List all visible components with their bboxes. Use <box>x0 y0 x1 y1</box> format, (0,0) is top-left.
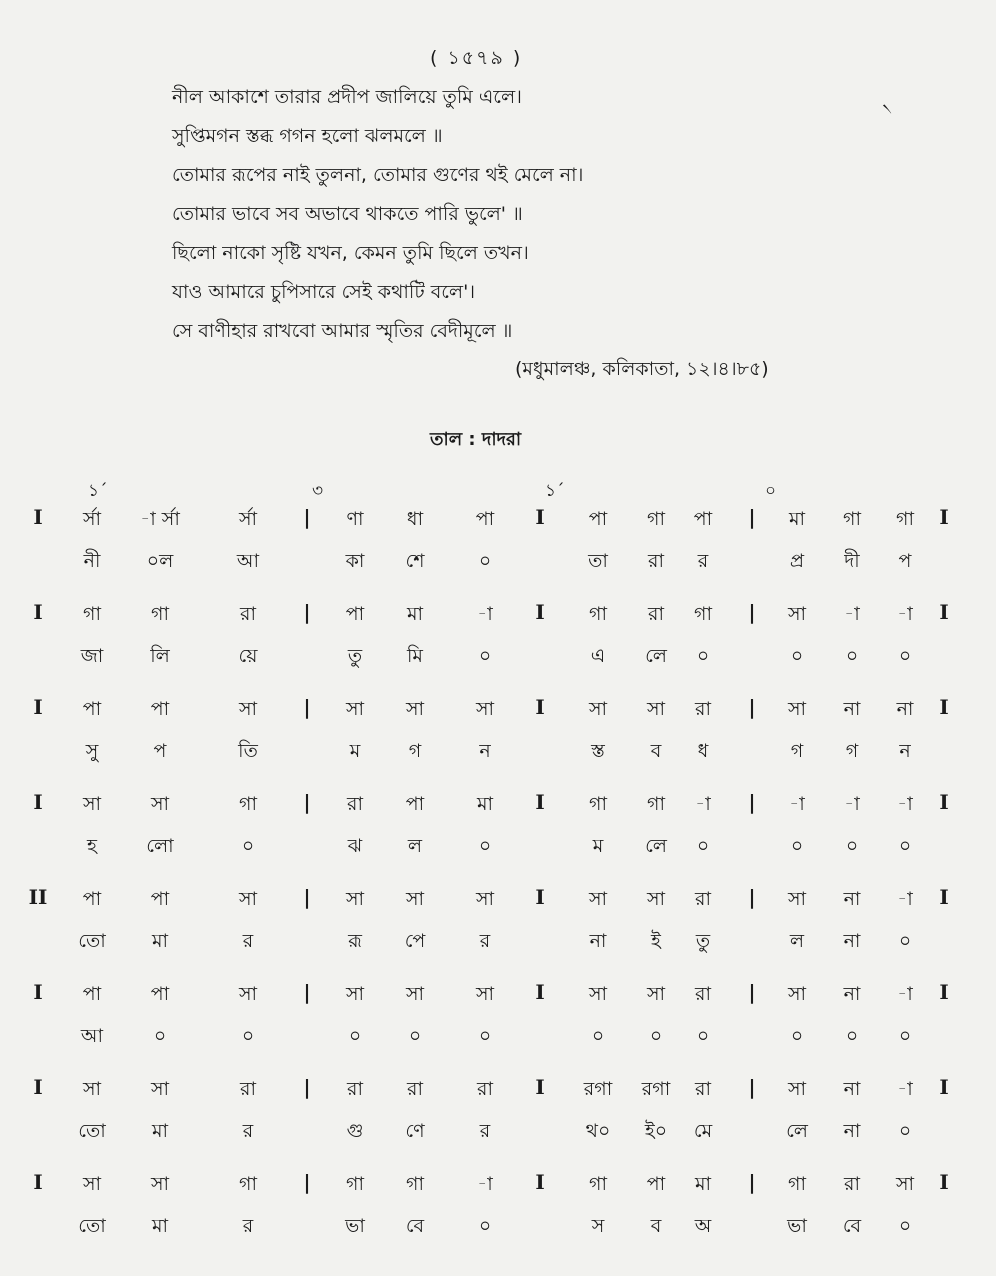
lyric-syllable: তু <box>695 930 711 952</box>
swara-note: সা <box>787 983 807 1005</box>
lyric-syllable: ০ <box>845 645 859 667</box>
swara-row <box>0 790 996 818</box>
lyric-syllable: স্ত <box>591 740 605 762</box>
swara-note: -া <box>695 793 711 815</box>
lyric-syllable: র <box>479 1120 491 1142</box>
lyric-syllable: ০ <box>241 1025 255 1047</box>
swara-note: গা <box>694 603 712 625</box>
lyric-syllable: ণে <box>405 1120 425 1142</box>
swara-row <box>0 600 996 628</box>
lyric-syllable: মা <box>151 1215 169 1237</box>
lyric-syllable-row <box>0 547 996 575</box>
lyric-line: সুপ্তিমগন স্তব্ধ গগন হলো ঝলমলে ॥ <box>172 125 443 147</box>
lyric-syllable: গু <box>346 1120 364 1142</box>
swara-note: ধা <box>406 508 424 530</box>
bar-line: I <box>535 505 545 529</box>
swara-note: মা <box>694 1173 712 1195</box>
lyric-syllable: ল <box>407 835 423 857</box>
swara-note: সা <box>82 1078 102 1100</box>
swara-note: পা <box>82 698 102 720</box>
lyric-syllable-row <box>0 737 996 765</box>
beat-mark: ০ <box>765 481 777 501</box>
swara-note: -া <box>897 888 913 910</box>
swara-note: পা <box>646 1173 666 1195</box>
lyric-syllable: হ <box>87 835 97 857</box>
swara-note: পা <box>405 793 425 815</box>
swara-note: সা <box>895 1173 915 1195</box>
bar-line: I <box>939 505 949 529</box>
bar-line: I <box>33 505 43 529</box>
swara-note: না <box>843 983 861 1005</box>
bar-line: | <box>748 505 756 529</box>
bar-line: I <box>33 600 43 624</box>
lyric-syllable: ০ <box>790 1025 804 1047</box>
notation-table <box>0 505 996 1265</box>
swara-note: গা <box>589 1173 607 1195</box>
lyric-syllable: ঝ <box>347 835 363 857</box>
swara-note: রা <box>347 1078 363 1100</box>
lyric-syllable: র <box>479 930 491 952</box>
swara-note: সা <box>588 698 608 720</box>
notation-block <box>0 885 996 980</box>
lyric-syllable-row <box>0 1212 996 1240</box>
bar-line: | <box>303 790 311 814</box>
lyric-line: তোমার রূপের নাই তুলনা, তোমার গুণের থই মেলে না। <box>172 164 584 186</box>
lyric-syllable-row <box>0 927 996 955</box>
beat-mark: ৩ <box>312 481 324 501</box>
swara-note: সা <box>345 983 365 1005</box>
swara-row <box>0 505 996 533</box>
lyric-syllable: পে <box>404 930 426 952</box>
lyric-syllable: তো <box>78 1215 106 1237</box>
lyric-syllable: মে <box>693 1120 713 1142</box>
swara-note: রা <box>695 888 711 910</box>
bar-line: I <box>33 695 43 719</box>
lyric-syllable: এ <box>590 645 606 667</box>
lyric-syllable: ০ <box>898 1120 912 1142</box>
bar-line: I <box>33 1170 43 1194</box>
bar-line: I <box>939 600 949 624</box>
notation-block <box>0 695 996 790</box>
beat-mark: ১´ <box>545 481 565 501</box>
swara-note: পা <box>475 508 495 530</box>
lyric-syllable: ০ <box>898 645 912 667</box>
lyric-syllable: ০ <box>408 1025 422 1047</box>
lyric-syllable: জা <box>80 645 104 667</box>
lyric-syllable: ০ <box>478 645 492 667</box>
beat-mark: ১´ <box>88 481 108 501</box>
swara-note: -া <box>897 983 913 1005</box>
swara-note: সা <box>588 888 608 910</box>
swara-note: রা <box>240 603 256 625</box>
swara-note: গা <box>83 603 101 625</box>
lyric-syllable: রূ <box>348 930 362 952</box>
swara-note: সা <box>475 698 495 720</box>
bar-line: | <box>748 1170 756 1194</box>
lyric-syllable: তো <box>78 1120 106 1142</box>
swara-row <box>0 1170 996 1198</box>
swara-note: সা <box>787 603 807 625</box>
lyric-syllable: ০ <box>898 835 912 857</box>
notation-block <box>0 600 996 695</box>
swara-note: সা <box>345 888 365 910</box>
swara-row <box>0 885 996 913</box>
lyric-syllable: মি <box>407 645 423 667</box>
tala-heading: তাল : দাদরা <box>430 429 522 450</box>
lyric-syllable: ০ <box>241 835 255 857</box>
lyric-syllable: বে <box>405 1215 425 1237</box>
lyric-syllable: গ <box>790 740 804 762</box>
swara-note: মা <box>476 793 494 815</box>
bar-line: I <box>939 790 949 814</box>
stray-mark: ৲ <box>882 93 892 112</box>
swara-note: রা <box>240 1078 256 1100</box>
bar-line: | <box>303 695 311 719</box>
swara-note: -া <box>477 1173 493 1195</box>
lyric-syllable-row <box>0 642 996 670</box>
swara-note: গা <box>788 1173 806 1195</box>
swara-note: র্সা <box>82 508 102 530</box>
lyric-syllable: লো <box>146 835 174 857</box>
swara-note: গা <box>151 603 169 625</box>
swara-note: সা <box>475 888 495 910</box>
swara-note: পা <box>150 698 170 720</box>
lyric-syllable: রা <box>648 550 664 572</box>
lyric-syllable: তো <box>78 930 106 952</box>
page-number: ( ১৫৭৯ ) <box>430 47 523 69</box>
swara-note: সা <box>345 698 365 720</box>
swara-row <box>0 1075 996 1103</box>
swara-note: রা <box>695 1078 711 1100</box>
lyric-syllable: মা <box>151 930 169 952</box>
lyric-syllable: ০ <box>591 1025 605 1047</box>
lyric-syllable: ০ল <box>146 550 174 572</box>
swara-note: সা <box>405 888 425 910</box>
swara-note: -া <box>844 793 860 815</box>
swara-note: সা <box>238 983 258 1005</box>
swara-note: পা <box>588 508 608 530</box>
swara-note: সা <box>646 888 666 910</box>
notation-block <box>0 790 996 885</box>
lyric-syllable: ০ <box>845 835 859 857</box>
bar-line: I <box>535 980 545 1004</box>
swara-note: -া <box>897 793 913 815</box>
lyric-syllable: লি <box>150 645 170 667</box>
bar-line: I <box>939 1170 949 1194</box>
swara-note: গা <box>406 1173 424 1195</box>
lyric-syllable: আ <box>80 1025 104 1047</box>
lyric-syllable: লে <box>645 835 667 857</box>
swara-note: গা <box>647 508 665 530</box>
swara-note: সা <box>150 1173 170 1195</box>
swara-note: রগা <box>583 1078 613 1100</box>
lyric-syllable: আ <box>236 550 260 572</box>
swara-note: -া র্সা <box>140 508 180 530</box>
lyric-syllable: মা <box>151 1120 169 1142</box>
swara-note: রা <box>695 698 711 720</box>
swara-note: গা <box>589 793 607 815</box>
lyric-syllable: ০ <box>348 1025 362 1047</box>
swara-note: সা <box>475 983 495 1005</box>
bar-line: I <box>535 790 545 814</box>
lyric-syllable: ০ <box>696 645 710 667</box>
swara-note: সা <box>238 888 258 910</box>
lyric-syllable: ০ <box>790 645 804 667</box>
lyric-syllable: না <box>589 930 607 952</box>
bar-line: I <box>535 1075 545 1099</box>
lyric-syllable: অ <box>694 1215 712 1237</box>
lyric-syllable: ০ <box>845 1025 859 1047</box>
lyric-syllable: থ০ <box>585 1120 611 1142</box>
swara-note: না <box>843 1078 861 1100</box>
swara-note: পা <box>82 888 102 910</box>
swara-note: না <box>843 888 861 910</box>
lyric-syllable: না <box>843 1120 861 1142</box>
swara-note: রা <box>648 603 664 625</box>
swara-note: -া <box>897 1078 913 1100</box>
lyric-syllable: য়ে <box>238 645 258 667</box>
lyric-syllable: গ <box>845 740 859 762</box>
swara-note: না <box>843 698 861 720</box>
lyric-line: যাও আমারে চুপিসারে সেই কথাটি বলে'। <box>172 281 476 303</box>
bar-line: | <box>748 790 756 814</box>
swara-note: সা <box>646 698 666 720</box>
lyric-syllable-row <box>0 1117 996 1145</box>
lyric-line: ছিলো নাকো সৃষ্টি যখন, কেমন তুমি ছিলে তখন। <box>172 242 529 264</box>
bar-line: I <box>535 1170 545 1194</box>
swara-note: সা <box>646 983 666 1005</box>
lyric-syllable: না <box>843 930 861 952</box>
swara-note: পা <box>150 983 170 1005</box>
bar-line: | <box>303 505 311 529</box>
lyric-syllable: ল <box>789 930 805 952</box>
swara-note: সা <box>150 1078 170 1100</box>
swara-note: রা <box>347 793 363 815</box>
lyric-syllable: ০ <box>153 1025 167 1047</box>
swara-note: -া <box>477 603 493 625</box>
bar-line: | <box>303 1170 311 1194</box>
swara-note: সা <box>405 983 425 1005</box>
bar-line: I <box>535 695 545 719</box>
swara-note: -া <box>789 793 805 815</box>
lyric-syllable: ০ <box>790 835 804 857</box>
lyric-syllable: ০ <box>478 1215 492 1237</box>
lyric-syllable: র <box>697 550 709 572</box>
lyric-syllable: র <box>242 1120 254 1142</box>
bar-line: | <box>303 600 311 624</box>
lyric-syllable: ন <box>479 740 491 762</box>
swara-note: -া <box>844 603 860 625</box>
bar-line: I <box>939 695 949 719</box>
swara-note: গা <box>843 508 861 530</box>
lyric-syllable: লে <box>645 645 667 667</box>
swara-note: সা <box>82 793 102 815</box>
swara-note: সা <box>150 793 170 815</box>
lyric-syllable: ম <box>349 740 361 762</box>
lyric-syllable: ০ <box>478 835 492 857</box>
source-citation: (মধুমালঞ্চ, কলিকাতা, ১২।৪।৮৫) <box>515 358 769 380</box>
bar-line: | <box>748 1075 756 1099</box>
bar-line: I <box>939 1075 949 1099</box>
lyric-syllable: বে <box>842 1215 862 1237</box>
swara-note: সা <box>787 888 807 910</box>
lyric-syllable: ০ <box>898 930 912 952</box>
lyric-syllable-row <box>0 1022 996 1050</box>
swara-note: গা <box>239 1173 257 1195</box>
swara-note: রা <box>695 983 711 1005</box>
lyric-syllable: ধ <box>697 740 709 762</box>
notation-block <box>0 980 996 1075</box>
swara-note: না <box>896 698 914 720</box>
bar-line: II <box>28 885 48 909</box>
lyric-syllable: নী <box>83 550 101 572</box>
bar-line: I <box>33 980 43 1004</box>
lyric-syllable: প <box>898 550 912 572</box>
swara-note: মা <box>788 508 806 530</box>
lyric-syllable: ০ <box>649 1025 663 1047</box>
notation-block <box>0 1075 996 1170</box>
lyric-syllable: ০ <box>898 1025 912 1047</box>
lyric-syllable: র <box>242 1215 254 1237</box>
lyric-syllable: ভা <box>345 1215 365 1237</box>
lyric-syllable: কা <box>345 550 365 572</box>
swara-note: সা <box>787 1078 807 1100</box>
swara-row <box>0 980 996 1008</box>
swara-note: পা <box>150 888 170 910</box>
swara-note: রা <box>407 1078 423 1100</box>
swara-note: রা <box>477 1078 493 1100</box>
bar-line: I <box>33 1075 43 1099</box>
swara-note: গা <box>647 793 665 815</box>
swara-note: সা <box>787 698 807 720</box>
bar-line: | <box>748 600 756 624</box>
bar-line: I <box>33 790 43 814</box>
song-lyrics <box>172 82 583 355</box>
lyric-line: নীল আকাশে তারার প্রদীপ জালিয়ে তুমি এলে। <box>172 86 522 108</box>
lyric-syllable: ন <box>899 740 911 762</box>
swara-note: মা <box>406 603 424 625</box>
swara-note: পা <box>693 508 713 530</box>
swara-note: -া <box>897 603 913 625</box>
lyric-syllable: ০ <box>478 550 492 572</box>
notation-block <box>0 1170 996 1265</box>
lyric-syllable: ০ <box>696 1025 710 1047</box>
swara-note: গা <box>589 603 607 625</box>
bar-line: | <box>303 1075 311 1099</box>
bar-line: | <box>303 980 311 1004</box>
lyric-syllable-row <box>0 832 996 860</box>
lyric-line: সে বাণীহার রাখবো আমার স্মৃতির বেদীমূলে ॥ <box>172 320 513 342</box>
swara-note: ণা <box>346 508 364 530</box>
lyric-syllable: শে <box>405 550 425 572</box>
swara-note: গা <box>346 1173 364 1195</box>
lyric-syllable: প্র <box>789 550 805 572</box>
notation-block <box>0 505 996 600</box>
swara-note: সা <box>405 698 425 720</box>
lyric-syllable: তা <box>588 550 608 572</box>
lyric-syllable: তু <box>347 645 363 667</box>
lyric-syllable: ০ <box>898 1215 912 1237</box>
swara-note: রা <box>844 1173 860 1195</box>
lyric-syllable: ভা <box>787 1215 807 1237</box>
swara-note: র্সা <box>238 508 258 530</box>
swara-note: সা <box>82 1173 102 1195</box>
bar-line: | <box>748 980 756 1004</box>
lyric-syllable: প <box>153 740 167 762</box>
lyric-syllable: স <box>591 1215 605 1237</box>
lyric-syllable: ব <box>650 1215 662 1237</box>
bar-line: | <box>303 885 311 909</box>
swara-note: সা <box>588 983 608 1005</box>
lyric-syllable: র <box>242 930 254 952</box>
swara-note: রগা <box>641 1078 671 1100</box>
swara-note: পা <box>345 603 365 625</box>
lyric-syllable: ই০ <box>644 1120 668 1142</box>
bar-line: | <box>748 885 756 909</box>
lyric-syllable: ম <box>592 835 604 857</box>
swara-note: পা <box>82 983 102 1005</box>
bar-line: | <box>748 695 756 719</box>
lyric-syllable: তি <box>238 740 258 762</box>
lyric-syllable: ০ <box>478 1025 492 1047</box>
lyric-syllable: লে <box>786 1120 808 1142</box>
swara-note: গা <box>239 793 257 815</box>
lyric-line: তোমার ভাবে সব অভাবে থাকতে পারি ভুলে' ॥ <box>172 203 523 225</box>
bar-line: I <box>535 600 545 624</box>
lyric-syllable: ব <box>650 740 662 762</box>
swara-row <box>0 695 996 723</box>
lyric-syllable: দী <box>844 550 860 572</box>
lyric-syllable: ই <box>651 930 661 952</box>
bar-line: I <box>939 885 949 909</box>
lyric-syllable: ০ <box>696 835 710 857</box>
swara-note: সা <box>238 698 258 720</box>
lyric-syllable: গ <box>408 740 422 762</box>
lyric-syllable: সু <box>85 740 99 762</box>
swara-note: গা <box>896 508 914 530</box>
bar-line: I <box>939 980 949 1004</box>
bar-line: I <box>535 885 545 909</box>
